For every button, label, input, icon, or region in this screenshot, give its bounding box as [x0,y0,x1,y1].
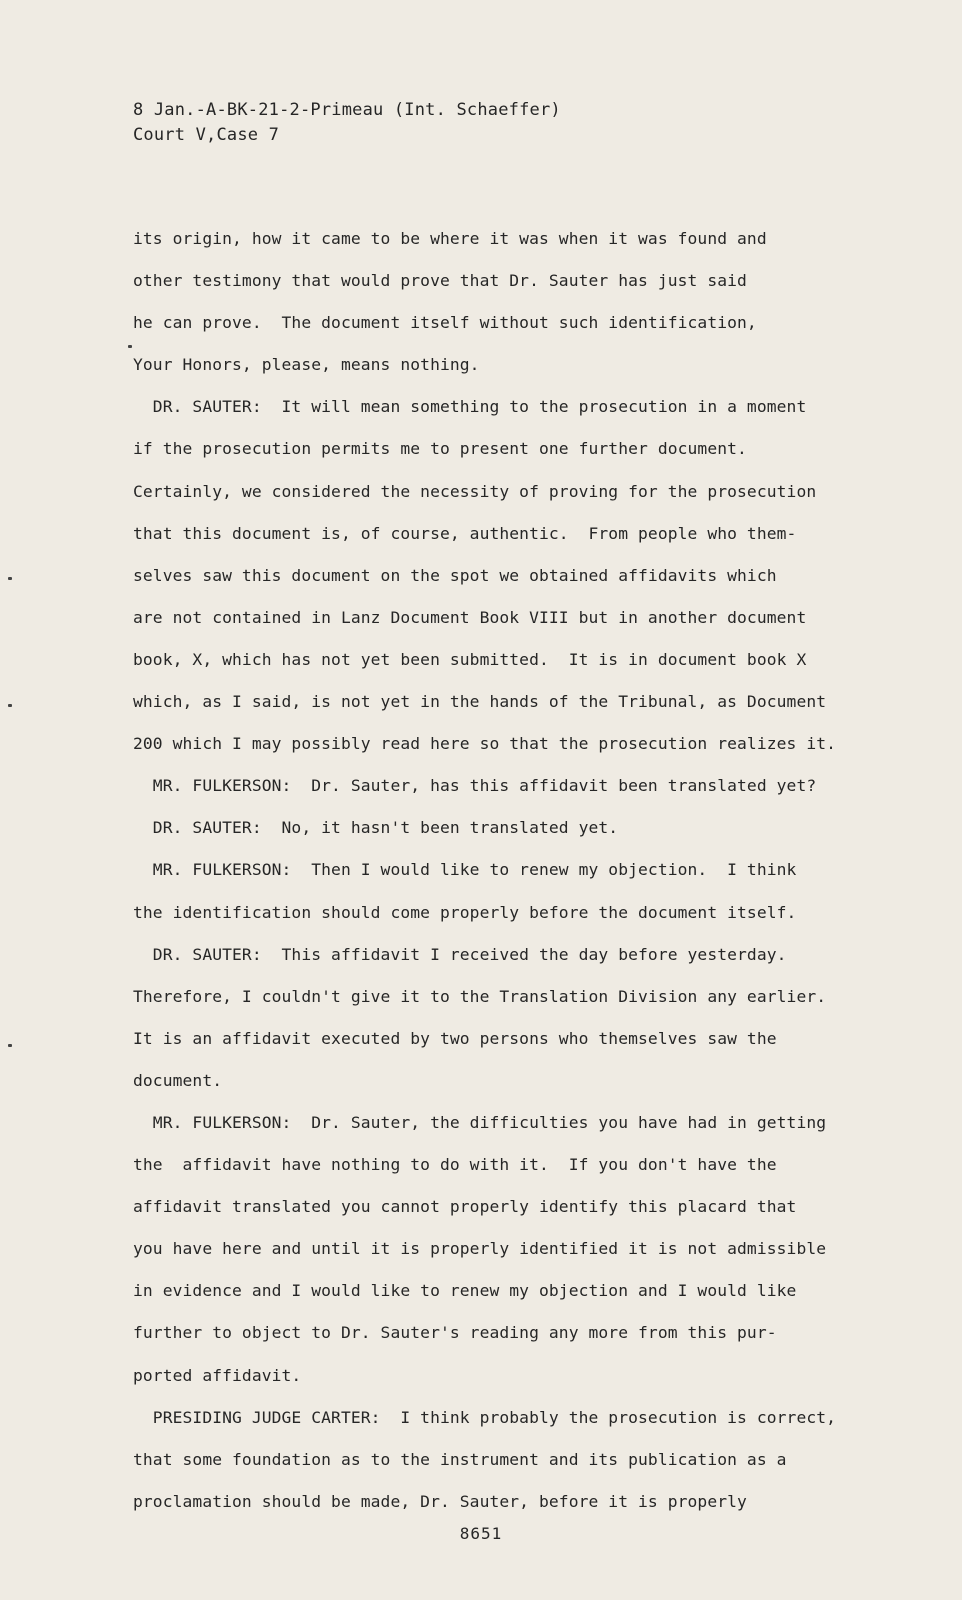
transcript-line: that this document is, of course, authentic. From people who them- [133,523,797,543]
document-header [133,98,561,148]
transcript-line: Therefore, I couldn't give it to the Translation Division any earlier. [133,986,827,1006]
transcript-line: proclamation should be made, Dr. Sauter, before it is properly [133,1491,747,1511]
margin-mark [128,345,132,348]
transcript-line: the identification should come properly before the document itself. [133,902,797,922]
transcript-line: document. [133,1070,223,1090]
transcript-line: its origin, how it came to be where it was when it was found and [133,229,767,248]
transcript-line: are not contained in Lanz Document Book VIII but in another document [133,607,807,627]
transcript-line: DR. SAUTER: No, it hasn't been translated yet. [133,818,619,838]
transcript-line: selves saw this document on the spot we obtained affidavits which [133,565,777,585]
transcript-line: you have here and until it is properly identified it is not admissible [133,1239,827,1259]
transcript-line: MR. FULKERSON: Then I would like to renew my objection. I think [133,860,797,880]
transcript-line: 200 which I may possibly read here so that the prosecution realizes it. [133,734,837,754]
margin-mark [8,704,12,707]
transcript-line: he can prove. The document itself without such identification, [133,313,757,333]
transcript-line: in evidence and I would like to renew my objection and I would like [133,1281,797,1301]
transcript-line: DR. SAUTER: It will mean something to the prosecution in a moment [133,397,807,417]
transcript-line: the affidavit have nothing to do with it. If you don't have the [133,1155,777,1175]
transcript-line: that some foundation as to the instrument and its publication as a [133,1449,787,1469]
transcript-line: ported affidavit. [133,1365,302,1385]
transcript-line: PRESIDING JUDGE CARTER: I think probably the prosecution is correct, [133,1407,837,1427]
transcript-line: Certainly, we considered the necessity of proving for the prosecution [133,481,817,501]
margin-mark [8,577,12,580]
transcript-line: MR. FULKERSON: Dr. Sauter, has this affidavit been translated yet? [133,776,817,796]
transcript-line: DR. SAUTER: This affidavit I received the day before yesterday. [133,944,787,964]
transcript-line: which, as I said, is not yet in the hands of the Tribunal, as Document [133,692,827,712]
header-court-line: Court V,Case 7 [133,125,280,145]
transcript-body [133,218,873,1523]
margin-mark [8,1044,12,1047]
transcript-line: Your Honors, please, means nothing. [133,355,480,375]
page-number: 8651 [459,1524,503,1543]
transcript-line: if the prosecution permits me to present one further document. [133,439,747,459]
transcript-line: It is an affidavit executed by two persons who themselves saw the [133,1028,777,1048]
transcript-line: other testimony that would prove that Dr. Sauter has just said [133,271,747,291]
transcript-line: book, X, which has not yet been submitted. It is in document book X [133,649,807,669]
transcript-line: affidavit translated you cannot properly identify this placard that [133,1197,797,1217]
transcript-line: MR. FULKERSON: Dr. Sauter, the difficulties you have had in getting [133,1112,827,1132]
transcript-line: further to object to Dr. Sauter's reading any more from this pur- [133,1323,777,1343]
header-session-line: 8 Jan.-A-BK-21-2-Primeau (Int. Schaeffer) [133,100,561,120]
